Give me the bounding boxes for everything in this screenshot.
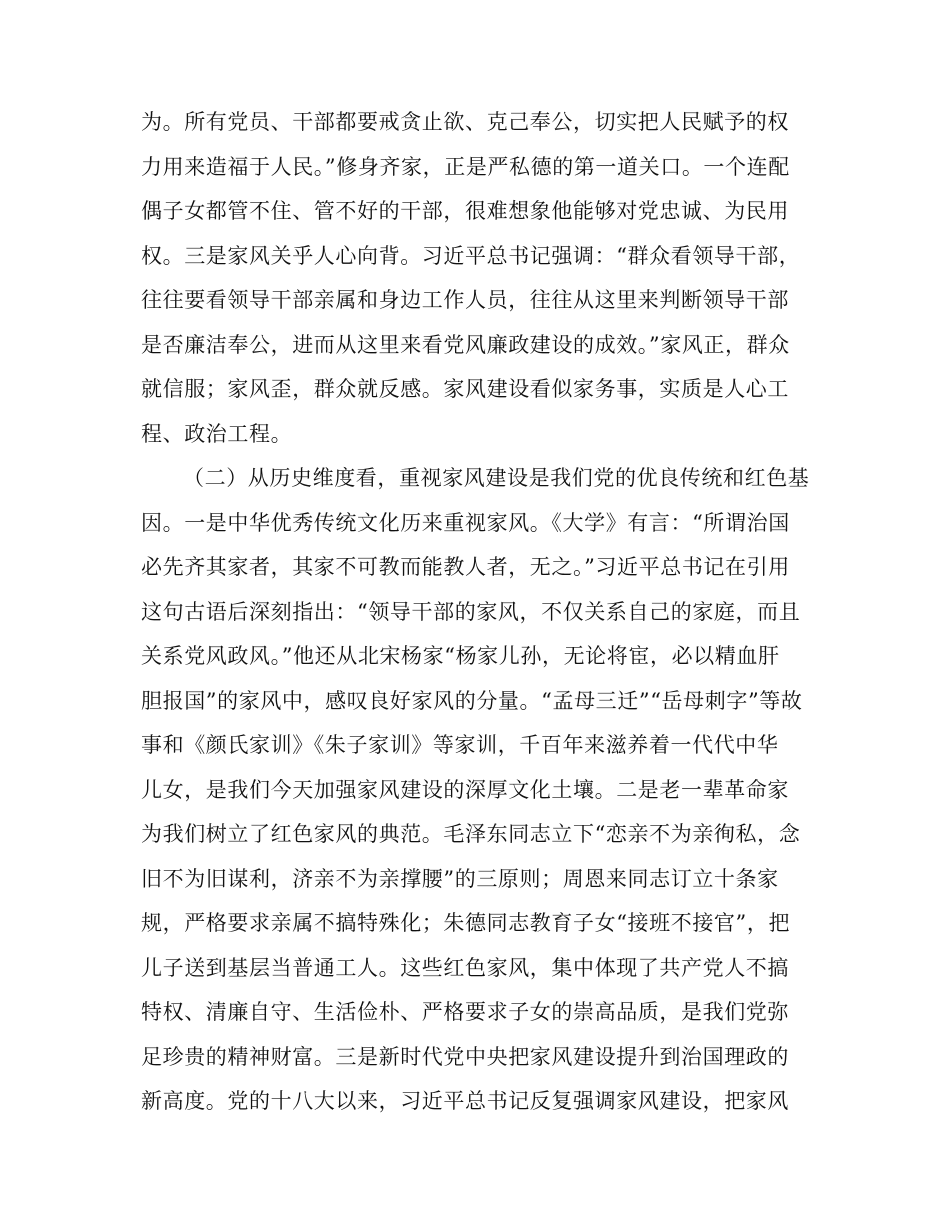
text-line: 为我们树立了红色家风的典范。毛泽东同志立下“恋亲不为亲徇私，念: [141, 822, 801, 846]
text-line: 是否廉洁奉公，进而从这里来看党风廉政建设的成效。”家风正，群众: [141, 332, 790, 357]
text-line: 特权、清廉自守、生活俭朴、严格要求子女的崇高品质，是我们党弥: [141, 1000, 789, 1024]
paragraph-start-line: （二）从历史维度看，重视家风建设是我们党的优良传统和红色基: [183, 466, 810, 490]
text-line: 足珍贵的精神财富。三是新时代党中央把家风建设提升到治国理政的: [141, 1044, 789, 1069]
text-line: 必先齐其家者，其家不可教而能教人者，无之。”习近平总书记在引用: [141, 555, 790, 579]
text-line: 新高度。党的十八大以来，习近平总书记反复强调家风建设，把家风: [141, 1089, 789, 1113]
text-line: 儿子送到基层当普通工人。这些红色家风，集中体现了共产党人不搞: [141, 955, 789, 980]
text-line: 为。所有党员、干部都要戒贪止欲、克己奉公，切实把人民赋予的权: [141, 110, 789, 134]
text-line: 儿女，是我们今天加强家风建设的深厚文化土壤。二是老一辈革命家: [141, 777, 789, 802]
text-line: 规，严格要求亲属不搞特殊化；朱德同志教育子女“接班不接官”，把: [141, 911, 791, 935]
text-line: 关系党风政风。”他还从北宋杨家“杨家儿孙，无论将宦，必以精血肝: [141, 644, 780, 668]
text-line: 因。一是中华优秀传统文化历来重视家风。《大学》有言：“所谓治国: [141, 510, 790, 535]
text-line: 就信服；家风歪，群众就反感。家风建设看似家务事，实质是人心工: [141, 377, 789, 401]
text-line: 胆报国”的家风中，感叹良好家风的分量。“孟母三迁”“岳母刺字”等故: [141, 688, 803, 713]
text-line: 力用来造福于人民。”修身齐家，正是严私德的第一道关口。一个连配: [141, 154, 790, 179]
text-line: 这句古语后深刻指出：“领导干部的家风，不仅关系自己的家庭，而且: [141, 599, 801, 624]
text-line: 旧不为旧谋利，济亲不为亲撑腰”的三原则；周恩来同志订立十条家: [141, 866, 779, 891]
text-line: 偶子女都管不住、管不好的干部，很难想象他能够对党忠诚、为民用: [141, 199, 789, 223]
text-line: 程、政治工程。: [141, 421, 293, 446]
text-line: 权。三是家风关乎人心向背。习近平总书记强调：“群众看领导干部，: [141, 243, 801, 268]
text-line: 事和《颜氏家训》《朱子家训》等家训，千百年来滋养着一代代中华: [141, 733, 779, 757]
text-line: 往往要看领导干部亲属和身边工作人员，往往从这里来判断领导干部: [141, 288, 789, 312]
body-text: [141, 100, 811, 1124]
